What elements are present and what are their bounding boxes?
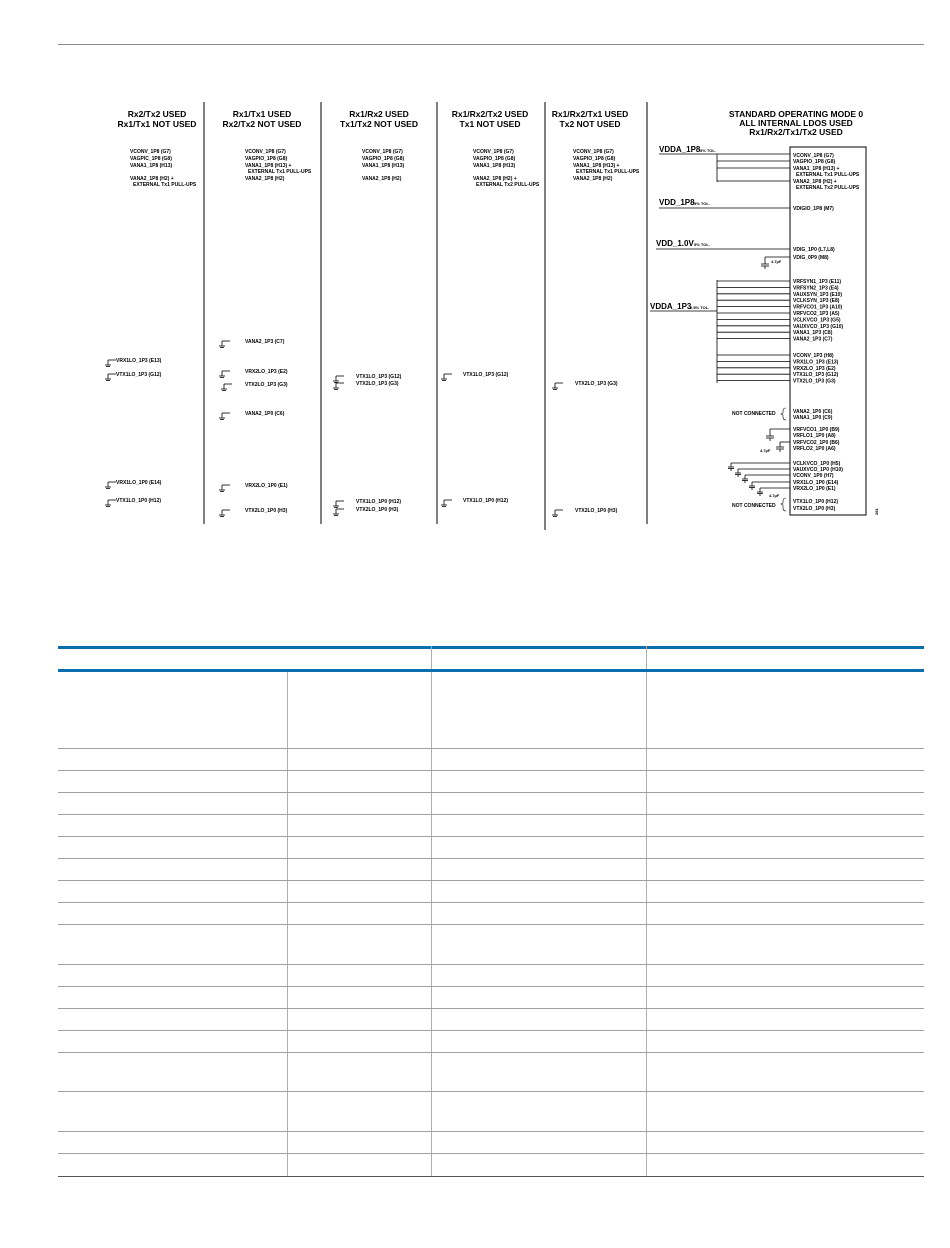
pin-label: VRX2LO_1P3 (E2) — [245, 369, 288, 375]
pin-label: VCONV_1P8 (G7) — [573, 149, 614, 155]
pin-label: VTX1LO_1P0 (H12) — [356, 499, 402, 505]
column-header: Tx1 NOT USED — [459, 119, 521, 129]
pin-label: VTX2LO_1P0 (H3) — [356, 507, 399, 513]
not-connected-label: NOT CONNECTED — [732, 411, 776, 417]
column-header: Tx2 NOT USED — [559, 119, 621, 129]
pin-label: VAGPIO_1P8 (G8) — [362, 156, 405, 162]
pin-label: VANA1_1P0 (C9) — [793, 415, 833, 421]
pin-label: VCONV_1P8 (G7) — [793, 153, 834, 159]
pin-label: VANA2_1P8 (H2) + — [473, 176, 517, 182]
pin-label: VTX2LO_1P0 (H3) — [575, 508, 618, 514]
pin-label: VCLKSYN_1P3 (E8) — [793, 298, 840, 305]
pin-label: VRFSYN1_1P3 (E11) — [793, 279, 842, 285]
pin-label: VAUXVCO_1P3 (G10) — [793, 323, 844, 330]
pin-label: VANA1_1P3 (C8) — [793, 330, 833, 337]
standard-mode-column — [650, 109, 879, 515]
table-row-divider — [58, 924, 924, 925]
rail-tolerance: 5% TOL. — [700, 148, 716, 153]
pin-label: EXTERNAL Tx1 PULL-UPS — [248, 169, 312, 175]
pin-label: VANA1_1P8 (H13) — [473, 163, 516, 169]
pin-label: VAGPIO_1P8 (G8) — [473, 156, 516, 162]
pin-label: VAGPIC_1P8 (G8) — [130, 156, 172, 162]
table-header-divider — [646, 646, 647, 669]
rail-label: VDD_1.0V — [656, 239, 694, 248]
pin-label: VAUXSYN_1P3 (E10) — [793, 291, 843, 298]
table-row-divider — [58, 1153, 924, 1154]
table-row-divider — [58, 880, 924, 881]
pin-label: VCLKVCO_1P0 (H5) — [793, 461, 841, 467]
column-4 — [452, 109, 540, 504]
column-header: Rx1/Tx1 USED — [232, 109, 292, 119]
pin-label: VANA1_1P8 (H13) + — [573, 163, 620, 169]
rail-label: VDDA_1P3 — [650, 302, 692, 311]
pin-label: VRX1LO_1P0 (E14) — [116, 480, 162, 486]
pin-label: VANA1_1P8 (H13) + — [245, 163, 292, 169]
column-header: Rx1/Tx1 NOT USED — [117, 119, 197, 129]
table-header-rule — [58, 669, 924, 672]
column-2 — [223, 109, 312, 514]
pin-label: VANA2_1P0 (C6) — [245, 411, 285, 417]
column-1 — [116, 109, 197, 504]
capacitor-label: 4.7µF — [760, 448, 771, 453]
pin-label: VANA1_1P8 (H13) — [130, 163, 173, 169]
pin-label: VAGPIO_1P8 (G8) — [573, 156, 616, 162]
rail-label: VDD_1P8 — [659, 198, 695, 207]
pin-label: VDIGIO_1P8 (M7) — [793, 206, 834, 212]
pin-label: VTX2LO_1P3 (G3) — [245, 382, 288, 388]
capacitor-label: 4.7µF — [771, 259, 782, 264]
column-5 — [552, 109, 640, 514]
column-header: Rx1/Rx2 USED — [349, 109, 409, 119]
pin-label: VTX1LO_1P3 (G12) — [356, 374, 402, 380]
pin-label: VRX2LO_1P0 (E1) — [245, 483, 288, 489]
pin-label: VCONV_1P8 (G7) — [473, 149, 514, 155]
pin-label: VTX2LO_1P0 (H3) — [793, 506, 836, 512]
table-row-divider — [58, 814, 924, 815]
table-row-divider — [58, 1091, 924, 1092]
pin-label: VDIG_1P0 (L7,L8) — [793, 247, 835, 253]
table-row-divider — [58, 770, 924, 771]
pin-label: VRFLO2_1P0 (A6) — [793, 446, 836, 452]
pin-label: VCONV_1P8 (G7) — [245, 149, 286, 155]
pin-label: VCONV_1P0 (H7) — [793, 473, 834, 479]
pin-label: VANA2_1P8 (H2) — [245, 176, 285, 182]
column-3 — [340, 109, 418, 513]
table-bottom-rule — [58, 1176, 924, 1177]
table-row-divider — [58, 1052, 924, 1053]
pin-label: VAGPIO_1P8 (G8) — [793, 159, 836, 165]
pin-label: VRFVCO1_1P3 (A10) — [793, 304, 843, 311]
table-header-divider — [431, 646, 432, 669]
pin-label: VANA2_1P3 (C7) — [793, 336, 833, 343]
pin-label: VRFSYN2_1P3 (E4) — [793, 285, 839, 292]
column-header: STANDARD OPERATING MODE 0 — [728, 109, 864, 119]
pin-label: VRX1LO_1P3 (E13) — [793, 359, 839, 366]
column-header: ALL INTERNAL LDOS USED — [739, 118, 853, 128]
pin-label: VANA2_1P8 (H2) — [573, 176, 613, 182]
table-row-divider — [58, 792, 924, 793]
rail-label: VDDA_1P8 — [659, 145, 701, 154]
pin-label: VRX2LO_1P3 (E2) — [793, 365, 836, 372]
pin-label: VAUXVCO_1P0 (H10) — [793, 467, 843, 473]
column-header: Rx1/Rx2/Tx1 USED — [551, 109, 629, 119]
figure-id: 281 — [874, 508, 879, 515]
table-row-divider — [58, 858, 924, 859]
pin-label: VTX1LO_1P0 (H12) — [793, 499, 839, 505]
table-row-divider — [58, 748, 924, 749]
pin-label: VRFVCO1_1P0 (B9) — [793, 427, 840, 433]
capacitor-label: 4.7µF — [769, 493, 780, 498]
table-row-divider — [58, 986, 924, 987]
pin-label: EXTERNAL Tx1 PULL-UPS — [133, 182, 197, 188]
table-row-divider — [58, 902, 924, 903]
pin-label: VANA1_1P8 (H13) + — [793, 166, 840, 172]
pin-label: EXTERNAL Tx1 PULL-UPS — [576, 169, 640, 175]
pin-label: VCONV_1P3 (H8) — [793, 353, 834, 359]
table-row-divider — [58, 1008, 924, 1009]
pin-label: VTX2LO_1P3 (G3) — [575, 381, 618, 387]
pin-label: VCONV_1P8 (G7) — [130, 149, 171, 155]
table-row-divider — [58, 1131, 924, 1132]
pin-label: VTX1LO_1P3 (G12) — [463, 372, 509, 378]
pin-label: EXTERNAL Tx2 PULL-UPS — [796, 185, 860, 191]
rail-tolerance: 2.5% TOL. — [690, 305, 710, 310]
pin-label: VANA2_1P8 (H2) + — [130, 176, 174, 182]
rail-tolerance: 5% TOL. — [694, 242, 710, 247]
table-row-divider — [58, 964, 924, 965]
pin-label: VRFVCO2_1P3 (A5) — [793, 311, 840, 317]
power-supply-diagram — [0, 0, 950, 540]
pin-label: VTX1LO_1P3 (G12) — [116, 372, 162, 378]
rail-tolerance: 5% TOL. — [694, 201, 710, 206]
pin-label: VANA2_1P8 (H2) — [362, 176, 402, 182]
pin-label: VDIG_0P9 (M8) — [793, 255, 829, 261]
column-header: Tx1/Tx2 NOT USED — [340, 119, 418, 129]
table-row-divider — [58, 836, 924, 837]
pin-label: VANA2_1P8 (H2) + — [793, 179, 837, 185]
pin-label: VRX2LO_1P0 (E1) — [793, 486, 836, 492]
column-header: Rx1/Rx2/Tx1/Tx2 USED — [749, 127, 843, 137]
pin-label: EXTERNAL Tx2 PULL-UPS — [476, 182, 540, 188]
pin-label: VRX1LO_1P3 (E13) — [116, 358, 162, 364]
pin-label: VRX1LO_1P0 (E14) — [793, 480, 839, 486]
ground-stubs — [105, 341, 563, 517]
pin-label: VAGPIO_1P8 (G8) — [245, 156, 288, 162]
pin-label: VCONV_1P8 (G7) — [362, 149, 403, 155]
pin-label: VTX2LO_1P3 (G3) — [356, 381, 399, 387]
column-header: Rx2/Tx2 USED — [127, 109, 187, 119]
pin-label: VANA2_1P0 (C6) — [793, 409, 833, 415]
pin-label: VTX1LO_1P0 (H12) — [463, 498, 509, 504]
pin-label: VTX2LO_1P3 (G3) — [793, 378, 836, 385]
pin-label: VTX1LO_1P0 (H12) — [116, 498, 162, 504]
pin-label: VANA2_1P3 (C7) — [245, 339, 285, 345]
pin-label: VTX2LO_1P0 (H3) — [245, 508, 288, 514]
not-connected-label: NOT CONNECTED — [732, 503, 776, 509]
table-top-rule — [58, 646, 924, 649]
pin-label: VCLKVCO_1P3 (G5) — [793, 317, 841, 324]
pin-label: VRFVCO2_1P0 (B6) — [793, 440, 840, 446]
pin-label: VRFLO1_1P0 (A8) — [793, 433, 836, 439]
column-header: Rx2/Tx2 NOT USED — [222, 119, 302, 129]
pin-label: VANA1_1P8 (H13) — [362, 163, 405, 169]
pin-label: EXTERNAL Tx1 PULL-UPS — [796, 172, 860, 178]
column-header: Rx1/Rx2/Tx2 USED — [451, 109, 529, 119]
pin-label: VTX1LO_1P3 (G12) — [793, 372, 839, 379]
table-row-divider — [58, 1030, 924, 1031]
